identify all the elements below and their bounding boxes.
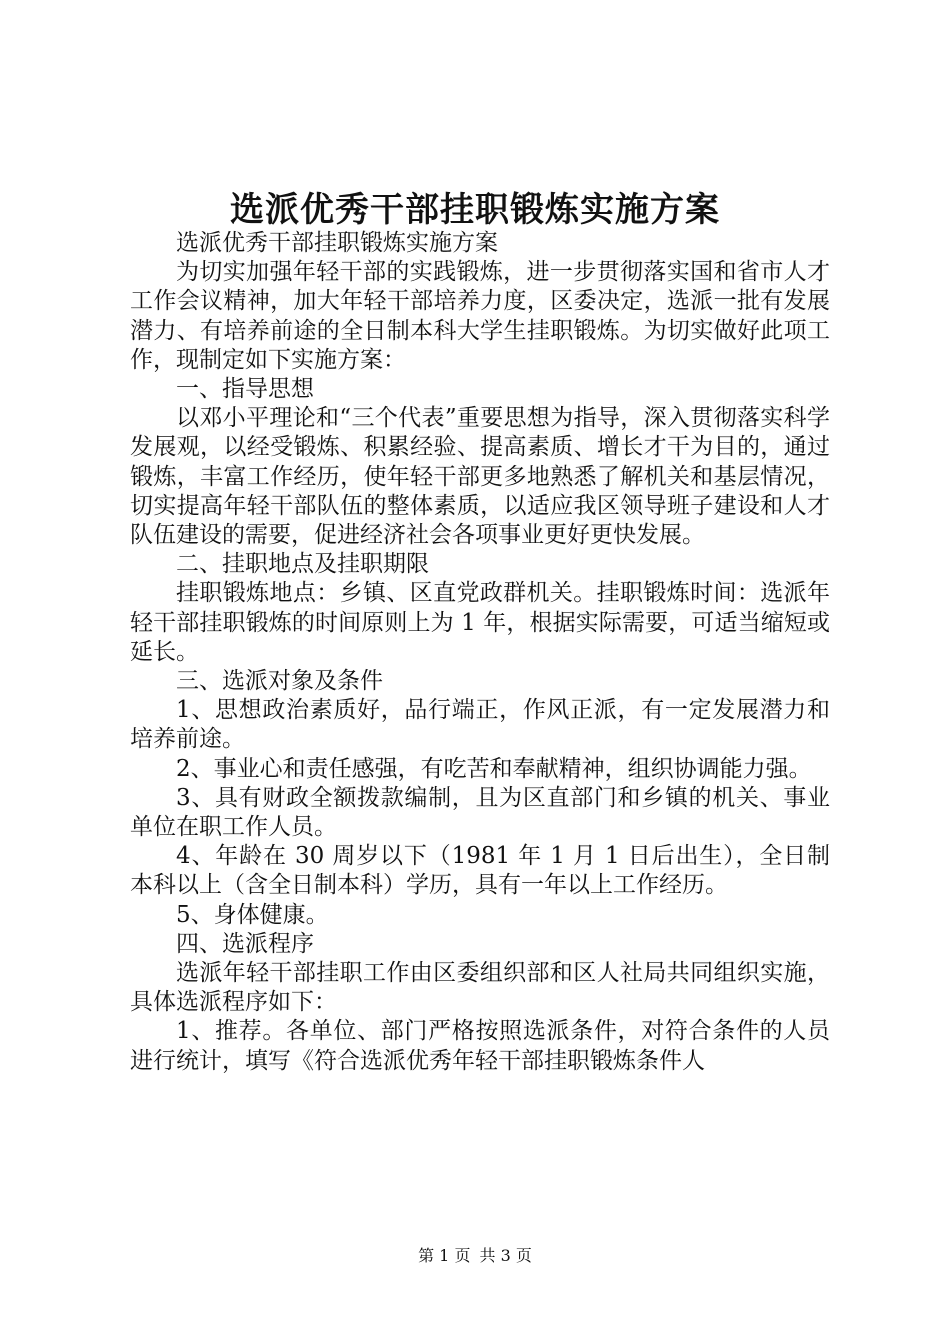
paragraph: 以邓小平理论和“三个代表”重要思想为指导，深入贯彻落实科学发展观，以经受锻炼、积累经验、提高素质、增长才干为目的，通过锻炼，丰富工作经历，使年轻干部更多地熟悉了解机关和基层情况，切实提高年轻干部队伍的整体素质，以适应我区领导班子建设和人才队伍建设的需要，促进经济社会各项事业更好更快发展。 bbox=[130, 405, 830, 549]
paragraph: 选派年轻干部挂职工作由区委组织部和区人社局共同组织实施，具体选派程序如下： bbox=[130, 960, 830, 1016]
document-title: 选派优秀干部挂职锻炼实施方案 bbox=[230, 190, 720, 230]
page-footer bbox=[0, 1245, 950, 1267]
section-heading: 一、指导思想 bbox=[176, 376, 314, 403]
section-heading: 四、选派程序 bbox=[176, 930, 314, 957]
paragraph: 挂职锻炼地点：乡镇、区直党政群机关。挂职锻炼时间：选派年轻干部挂职锻炼的时间原则上为 1 年，根据实际需要，可适当缩短或延长。 bbox=[130, 580, 830, 665]
list-item: 1、推荐。各单位、部门严格按照选派条件，对符合条件的人员进行统计，填写《符合选派优秀年轻干部挂职锻炼条件人 bbox=[130, 1018, 830, 1074]
list-item: 3、具有财政全额拨款编制，且为区直部门和乡镇的机关、事业单位在职工作人员。 bbox=[130, 784, 830, 841]
list-item: 4、年龄在 30 周岁以下（1981 年 1 月 1 日后出生），全日制本科以上（含全日制本科）学历，具有一年以上工作经历。 bbox=[130, 843, 830, 899]
section-heading: 三、选派对象及条件 bbox=[176, 668, 383, 695]
paragraph: 为切实加强年轻干部的实践锻炼，进一步贯彻落实国和省市人才工作会议精神，加大年轻干部培养力度，区委决定，选派一批有发展潜力、有培养前途的全日制本科大学生挂职锻炼。为切实做好此项工作，现制定如下实施方案： bbox=[130, 259, 830, 373]
list-item: 5、身体健康。 bbox=[176, 901, 329, 928]
list-item: 1、思想政治素质好，品行端正，作风正派，有一定发展潜力和培养前途。 bbox=[130, 697, 830, 753]
page-number: 第 1 页 bbox=[418, 1246, 471, 1265]
page-total: 共 3 页 bbox=[479, 1246, 532, 1265]
paragraph: 选派优秀干部挂职锻炼实施方案 bbox=[176, 230, 498, 256]
list-item: 2、事业心和责任感强，有吃苦和奉献精神，组织协调能力强。 bbox=[176, 755, 812, 782]
section-heading: 二、挂职地点及挂职期限 bbox=[176, 551, 429, 578]
document-body bbox=[130, 229, 830, 1076]
